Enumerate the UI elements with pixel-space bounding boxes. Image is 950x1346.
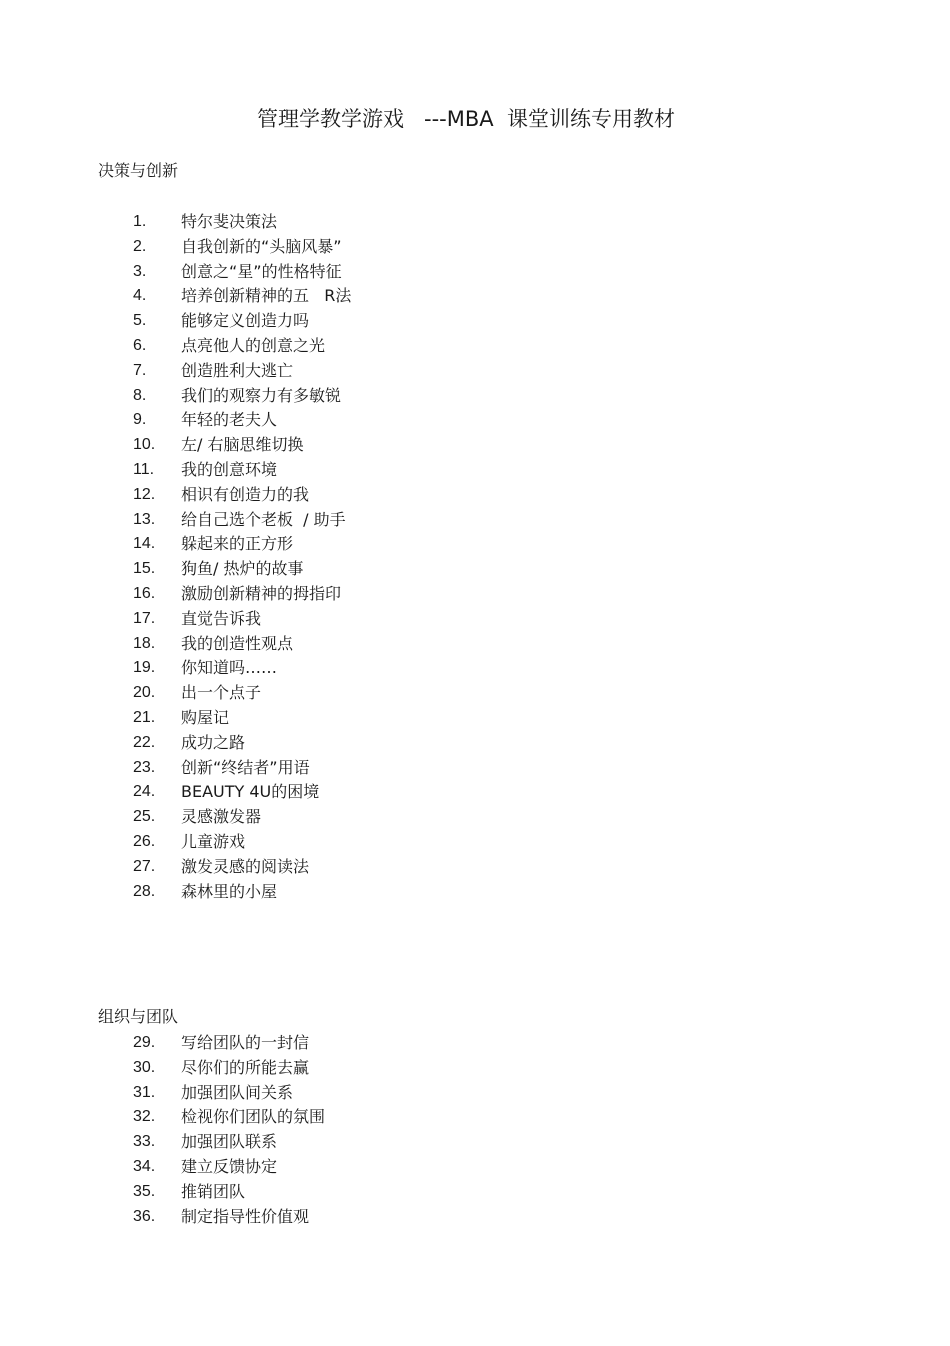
- item-title: 直觉告诉我: [181, 608, 262, 628]
- item-title: 加强团队联系: [181, 1132, 278, 1152]
- item-title: 给自己选个老板 / 助手: [181, 509, 346, 529]
- item-title: 灵感激发器: [181, 807, 262, 827]
- section-heading-decision-innovation: 决策与创新: [98, 161, 179, 180]
- list-item: [133, 756, 351, 781]
- list-item: [133, 830, 351, 855]
- item-title: 左/ 右脑思维切换: [181, 435, 304, 455]
- item-number: 7.: [133, 361, 147, 379]
- list-item: [133, 235, 351, 260]
- item-number: 23.: [133, 758, 156, 776]
- item-title: 能够定义创造力吗: [181, 311, 310, 331]
- item-title: 我的创意环境: [181, 459, 278, 479]
- list-item: [133, 210, 351, 235]
- item-number: 2.: [133, 237, 147, 255]
- list-item: [133, 607, 351, 632]
- item-number: 10.: [133, 436, 156, 454]
- item-title: 创新“终结者”用语: [181, 757, 310, 777]
- item-title: 培养创新精神的五 R法: [181, 286, 352, 306]
- item-number: 15.: [133, 560, 156, 578]
- list-item: [133, 632, 351, 657]
- item-title: 你知道吗……: [181, 658, 278, 678]
- item-title: 相识有创造力的我: [181, 484, 310, 504]
- item-number: 25.: [133, 808, 156, 826]
- item-number: 16.: [133, 584, 156, 602]
- item-title: 激励创新精神的拇指印: [181, 583, 342, 603]
- item-title: 躲起来的正方形: [181, 534, 294, 554]
- list-item: [133, 433, 351, 458]
- item-number: 22.: [133, 733, 156, 751]
- item-title: 尽你们的所能去赢: [181, 1057, 310, 1077]
- item-number: 26.: [133, 832, 156, 850]
- item-number: 30.: [133, 1058, 156, 1076]
- section-list-organization-team: [133, 1031, 325, 1229]
- item-number: 17.: [133, 609, 156, 627]
- list-item: [133, 557, 351, 582]
- list-item: [133, 1105, 325, 1130]
- list-item: [133, 780, 351, 805]
- list-item: [133, 1130, 325, 1155]
- item-number: 19.: [133, 659, 156, 677]
- item-title: 加强团队间关系: [181, 1082, 294, 1102]
- item-number: 9.: [133, 411, 147, 429]
- section-list-decision-innovation: [133, 210, 351, 904]
- item-title: 狗鱼/ 热炉的故事: [181, 559, 304, 579]
- item-number: 14.: [133, 535, 156, 553]
- item-title: 点亮他人的创意之光: [181, 335, 326, 355]
- list-item: [133, 260, 351, 285]
- list-item: [133, 458, 351, 483]
- list-item: [133, 656, 351, 681]
- item-number: 27.: [133, 857, 156, 875]
- list-item: [133, 1081, 325, 1106]
- list-item: [133, 1155, 325, 1180]
- item-title: 写给团队的一封信: [181, 1033, 310, 1052]
- item-title: 创意之“星”的性格特征: [181, 261, 342, 281]
- item-number: 28.: [133, 882, 156, 900]
- item-number: 4.: [133, 287, 147, 305]
- list-item: [133, 880, 351, 905]
- item-number: 1.: [133, 213, 147, 230]
- list-item: [133, 1056, 325, 1081]
- item-number: 34.: [133, 1157, 156, 1175]
- list-item: [133, 1180, 325, 1205]
- item-title: 我的创造性观点: [181, 633, 294, 653]
- item-title: 制定指导性价值观: [181, 1206, 310, 1226]
- list-item: [133, 384, 351, 409]
- item-title: BEAUTY 4U的困境: [181, 782, 320, 802]
- item-number: 5.: [133, 312, 147, 330]
- list-item: [133, 805, 351, 830]
- item-number: 6.: [133, 336, 147, 354]
- item-title: 特尔斐决策法: [181, 212, 278, 231]
- item-title: 成功之路: [181, 732, 246, 752]
- item-title: 我们的观察力有多敏锐: [181, 385, 342, 405]
- list-item: [133, 309, 351, 334]
- list-item: [133, 681, 351, 706]
- document-title: 管理学教学游戏 ---MBA 课堂训练专用教材: [257, 107, 675, 131]
- list-item: [133, 284, 351, 309]
- list-item: [133, 706, 351, 731]
- list-item: [133, 532, 351, 557]
- item-number: 29.: [133, 1034, 156, 1051]
- list-item: [133, 359, 351, 384]
- item-title: 森林里的小屋: [181, 881, 278, 901]
- list-item: [133, 408, 351, 433]
- item-number: 11.: [133, 460, 155, 478]
- item-title: 儿童游戏: [181, 831, 246, 851]
- list-item: [133, 483, 351, 508]
- section-heading-organization-team: 组织与团队: [98, 1007, 179, 1026]
- item-number: 20.: [133, 684, 156, 702]
- list-item: [133, 731, 351, 756]
- item-title: 检视你们团队的氛围: [181, 1107, 326, 1127]
- item-title: 建立反馈协定: [181, 1156, 278, 1176]
- list-item: [133, 1205, 325, 1230]
- item-number: 3.: [133, 262, 147, 280]
- item-title: 激发灵感的阅读法: [181, 856, 310, 876]
- item-number: 31.: [133, 1083, 156, 1101]
- item-number: 35.: [133, 1182, 156, 1200]
- list-item: [133, 855, 351, 880]
- item-number: 33.: [133, 1133, 156, 1151]
- item-title: 出一个点子: [181, 683, 262, 703]
- item-title: 创造胜利大逃亡: [181, 360, 294, 380]
- item-title: 购屋记: [181, 707, 230, 727]
- item-number: 8.: [133, 386, 147, 404]
- item-number: 32.: [133, 1108, 156, 1126]
- item-title: 年轻的老夫人: [181, 410, 278, 430]
- item-number: 21.: [133, 708, 156, 726]
- list-item: [133, 334, 351, 359]
- item-title: 推销团队: [181, 1181, 246, 1201]
- item-title: 自我创新的“头脑风暴”: [181, 236, 342, 256]
- item-number: 18.: [133, 634, 156, 652]
- item-number: 12.: [133, 485, 156, 503]
- item-number: 36.: [133, 1207, 156, 1225]
- list-item: [133, 508, 351, 533]
- item-number: 24.: [133, 783, 156, 801]
- list-item: [133, 1031, 325, 1056]
- list-item: [133, 582, 351, 607]
- item-number: 13.: [133, 510, 156, 528]
